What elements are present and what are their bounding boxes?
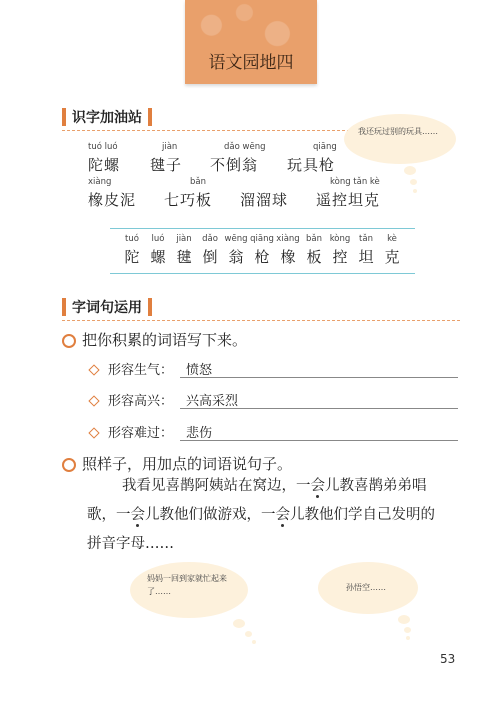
section-divider [62, 130, 350, 131]
task-circle-icon [62, 458, 76, 472]
row-answer: 悲伤 [186, 426, 213, 441]
char-pinyin: tǎn [359, 234, 373, 244]
char-pinyin: wēng [224, 234, 248, 244]
diamond-bullet-icon [88, 395, 99, 406]
thought-bubble [344, 114, 456, 164]
word-text: 玩具枪 [287, 156, 336, 174]
section-heading-2 [62, 296, 152, 318]
char-cell [275, 230, 301, 267]
char-pinyin: luó [151, 234, 165, 244]
word-item [150, 142, 182, 175]
char-text: 板 [306, 248, 322, 266]
word-text: 毽子 [150, 156, 183, 174]
word-text: 溜溜球 [240, 191, 289, 209]
word-text: 橡皮泥 [88, 191, 137, 209]
heading-marker [148, 298, 152, 316]
char-text: 毽 [176, 248, 192, 266]
word-item [316, 177, 380, 210]
word-item [210, 142, 265, 175]
word-pinyin: jiàn [162, 142, 178, 152]
char-pinyin: xiàng [276, 234, 300, 244]
char-pinyin: dǎo [202, 234, 218, 244]
word-text: 遥控坦克 [316, 191, 381, 209]
example-paragraph-line3: 拼音字母…… [87, 536, 174, 552]
word-pinyin [240, 177, 288, 189]
char-pinyin: bǎn [306, 234, 322, 244]
thought-bubble-left-text: 妈妈一回到家就忙起来了…… [147, 574, 227, 596]
char-pinyin: kè [387, 234, 397, 244]
word-pinyin: kòng tǎn kè [330, 177, 380, 187]
example-paragraph-line2 [87, 501, 435, 530]
char-text: 螺 [150, 248, 166, 266]
char-text: 陀 [124, 248, 140, 266]
page-number: 53 [440, 652, 456, 666]
word-text: 不倒翁 [210, 156, 259, 174]
task-circle-icon [62, 334, 76, 348]
thought-bubble-text: 我还玩过别的玩具…… [358, 127, 438, 136]
answer-line [180, 440, 458, 441]
word-item [164, 177, 212, 210]
char-text: 翁 [228, 248, 244, 266]
page-title: 语文园地四 [208, 53, 294, 73]
bubble-dot [406, 636, 410, 640]
para-text: 歌， [87, 507, 116, 523]
char-pinyin: tuó [125, 234, 139, 244]
char-text: 枪 [254, 248, 270, 266]
bubble-dot [410, 179, 417, 185]
word-pinyin: dǎo wēng [224, 142, 266, 152]
char-cell [145, 230, 171, 267]
char-text: 控 [332, 248, 348, 266]
bubble-dot [252, 640, 256, 644]
answer-line [180, 377, 458, 378]
word-pinyin: tuó luó [88, 142, 118, 152]
task1-title: 把你积累的词语写下来。 [82, 331, 248, 349]
word-pinyin: xiàng [88, 177, 112, 187]
char-pinyin: qiāng [250, 234, 274, 244]
char-cell [353, 230, 379, 267]
section-title-2: 字词句运用 [72, 300, 142, 316]
heading-marker [62, 298, 66, 316]
row-label: 形容高兴： [108, 394, 174, 409]
para-text: 教他们学自己发明的 [304, 507, 435, 523]
thought-bubble-right-text: 孙悟空…… [346, 583, 386, 592]
word-pinyin: qiāng [313, 142, 337, 152]
row-answer: 愤怒 [186, 363, 213, 378]
para-text: 教喜鹊弟弟唱 [339, 478, 427, 494]
char-cell [327, 230, 353, 267]
task2-title: 照样子，用加点的词语说句子。 [82, 455, 293, 473]
char-pinyin: jiàn [176, 234, 192, 244]
emphasized-word: 一会儿 [116, 507, 160, 523]
word-text: 陀螺 [88, 156, 121, 174]
row-label: 形容难过： [108, 426, 174, 441]
char-cell [301, 230, 327, 267]
diamond-bullet-icon [88, 364, 99, 375]
word-item [287, 142, 337, 175]
section-divider [62, 320, 460, 321]
row-label: 形容生气： [108, 363, 174, 378]
char-text: 克 [384, 248, 400, 266]
emphasized-word: 一会儿 [261, 507, 305, 523]
bubble-dot [245, 631, 252, 637]
char-cell [249, 230, 275, 267]
char-text: 坦 [358, 248, 374, 266]
char-cell [379, 230, 405, 267]
char-cell [223, 230, 249, 267]
bubble-dot [413, 189, 417, 193]
bubble-dot [404, 166, 416, 175]
char-cell [119, 230, 145, 267]
row-answer: 兴高采烈 [186, 394, 239, 409]
bubble-dot [404, 627, 411, 633]
word-item [88, 142, 120, 175]
heading-marker [62, 108, 66, 126]
section-heading-1 [62, 106, 152, 128]
word-item [88, 177, 136, 210]
char-cell [171, 230, 197, 267]
section-title-1: 识字加油站 [72, 110, 142, 126]
example-paragraph-line1 [122, 472, 427, 501]
bubble-dot [233, 619, 245, 628]
char-pinyin: kòng [329, 234, 351, 244]
diamond-bullet-icon [88, 427, 99, 438]
char-text: 橡 [280, 248, 296, 266]
para-text: 教他们做游戏， [159, 507, 261, 523]
bubble-dot [398, 615, 410, 624]
heading-marker [148, 108, 152, 126]
emphasized-word: 一会儿 [296, 478, 340, 494]
word-pinyin: bǎn [190, 177, 206, 187]
word-item [240, 177, 288, 210]
char-cell [197, 230, 223, 267]
para-text: 我看见喜鹊阿姨站在窝边， [122, 478, 296, 494]
char-text: 倒 [202, 248, 218, 266]
word-text: 七巧板 [164, 191, 213, 209]
